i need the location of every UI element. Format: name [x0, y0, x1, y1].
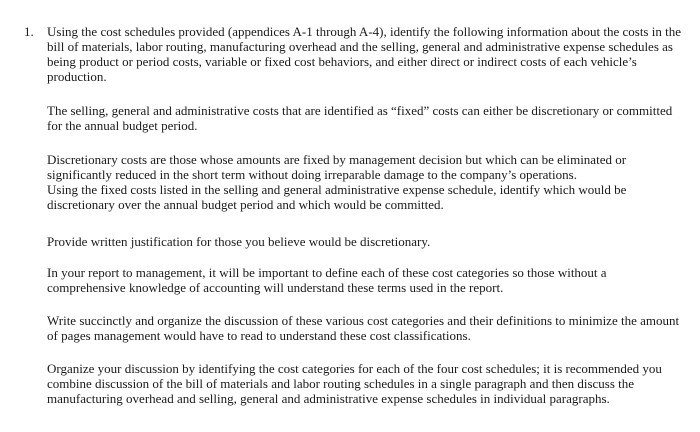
- paragraph-report-definitions: In your report to management, it will be important to define each of these cost categories so those without a comprehensive knowledge of accounting will understand these terms used in the report.: [47, 265, 607, 295]
- paragraph-write-succinctly: Write succinctly and organize the discussion of these various cost categories and their definitions to minimize the amount of pages management would have to read to understand these cost classifications.: [47, 313, 680, 343]
- paragraph-organize-discussion: Organize your discussion by identifying the cost categories for each of the four cost schedules; it is recommended you combine discussion of the bill of materials and labor routing schedules in a single paragraph and then discuss the manufacturing overhead and selling, general and administrative expense schedules in individual paragraphs.: [47, 361, 662, 406]
- paragraph-justification: Provide written justification for those you believe would be discretionary.: [47, 234, 431, 249]
- paragraph-discretionary-definition: Discretionary costs are those whose amounts are fixed by management decision but which can be eliminated or significantly reduced in the short term without doing irreparable damage to the company’s operations.: [47, 152, 627, 182]
- paragraph-discretionary-task: Using the fixed costs listed in the selling and general administrative expense schedule, identify which would be discretionary over the annual budget period and which would be committed.: [47, 182, 627, 212]
- list-item-number: 1.: [24, 24, 34, 39]
- paragraph-fixed-costs: The selling, general and administrative costs that are identified as “fixed” costs can either be discretionary or committed for the annual budget period.: [47, 103, 673, 133]
- paragraph-instructions: Using the cost schedules provided (appendices A-1 through A-4), identify the following information about the costs in the bill of materials, labor routing, manufacturing overhead and the selling, general and administrative expense schedules as being product or period costs, variable or fixed cost behaviors, and either direct or indirect costs of each vehicle’s production.: [47, 24, 681, 84]
- paragraph-discretionary-block: [47, 152, 687, 212]
